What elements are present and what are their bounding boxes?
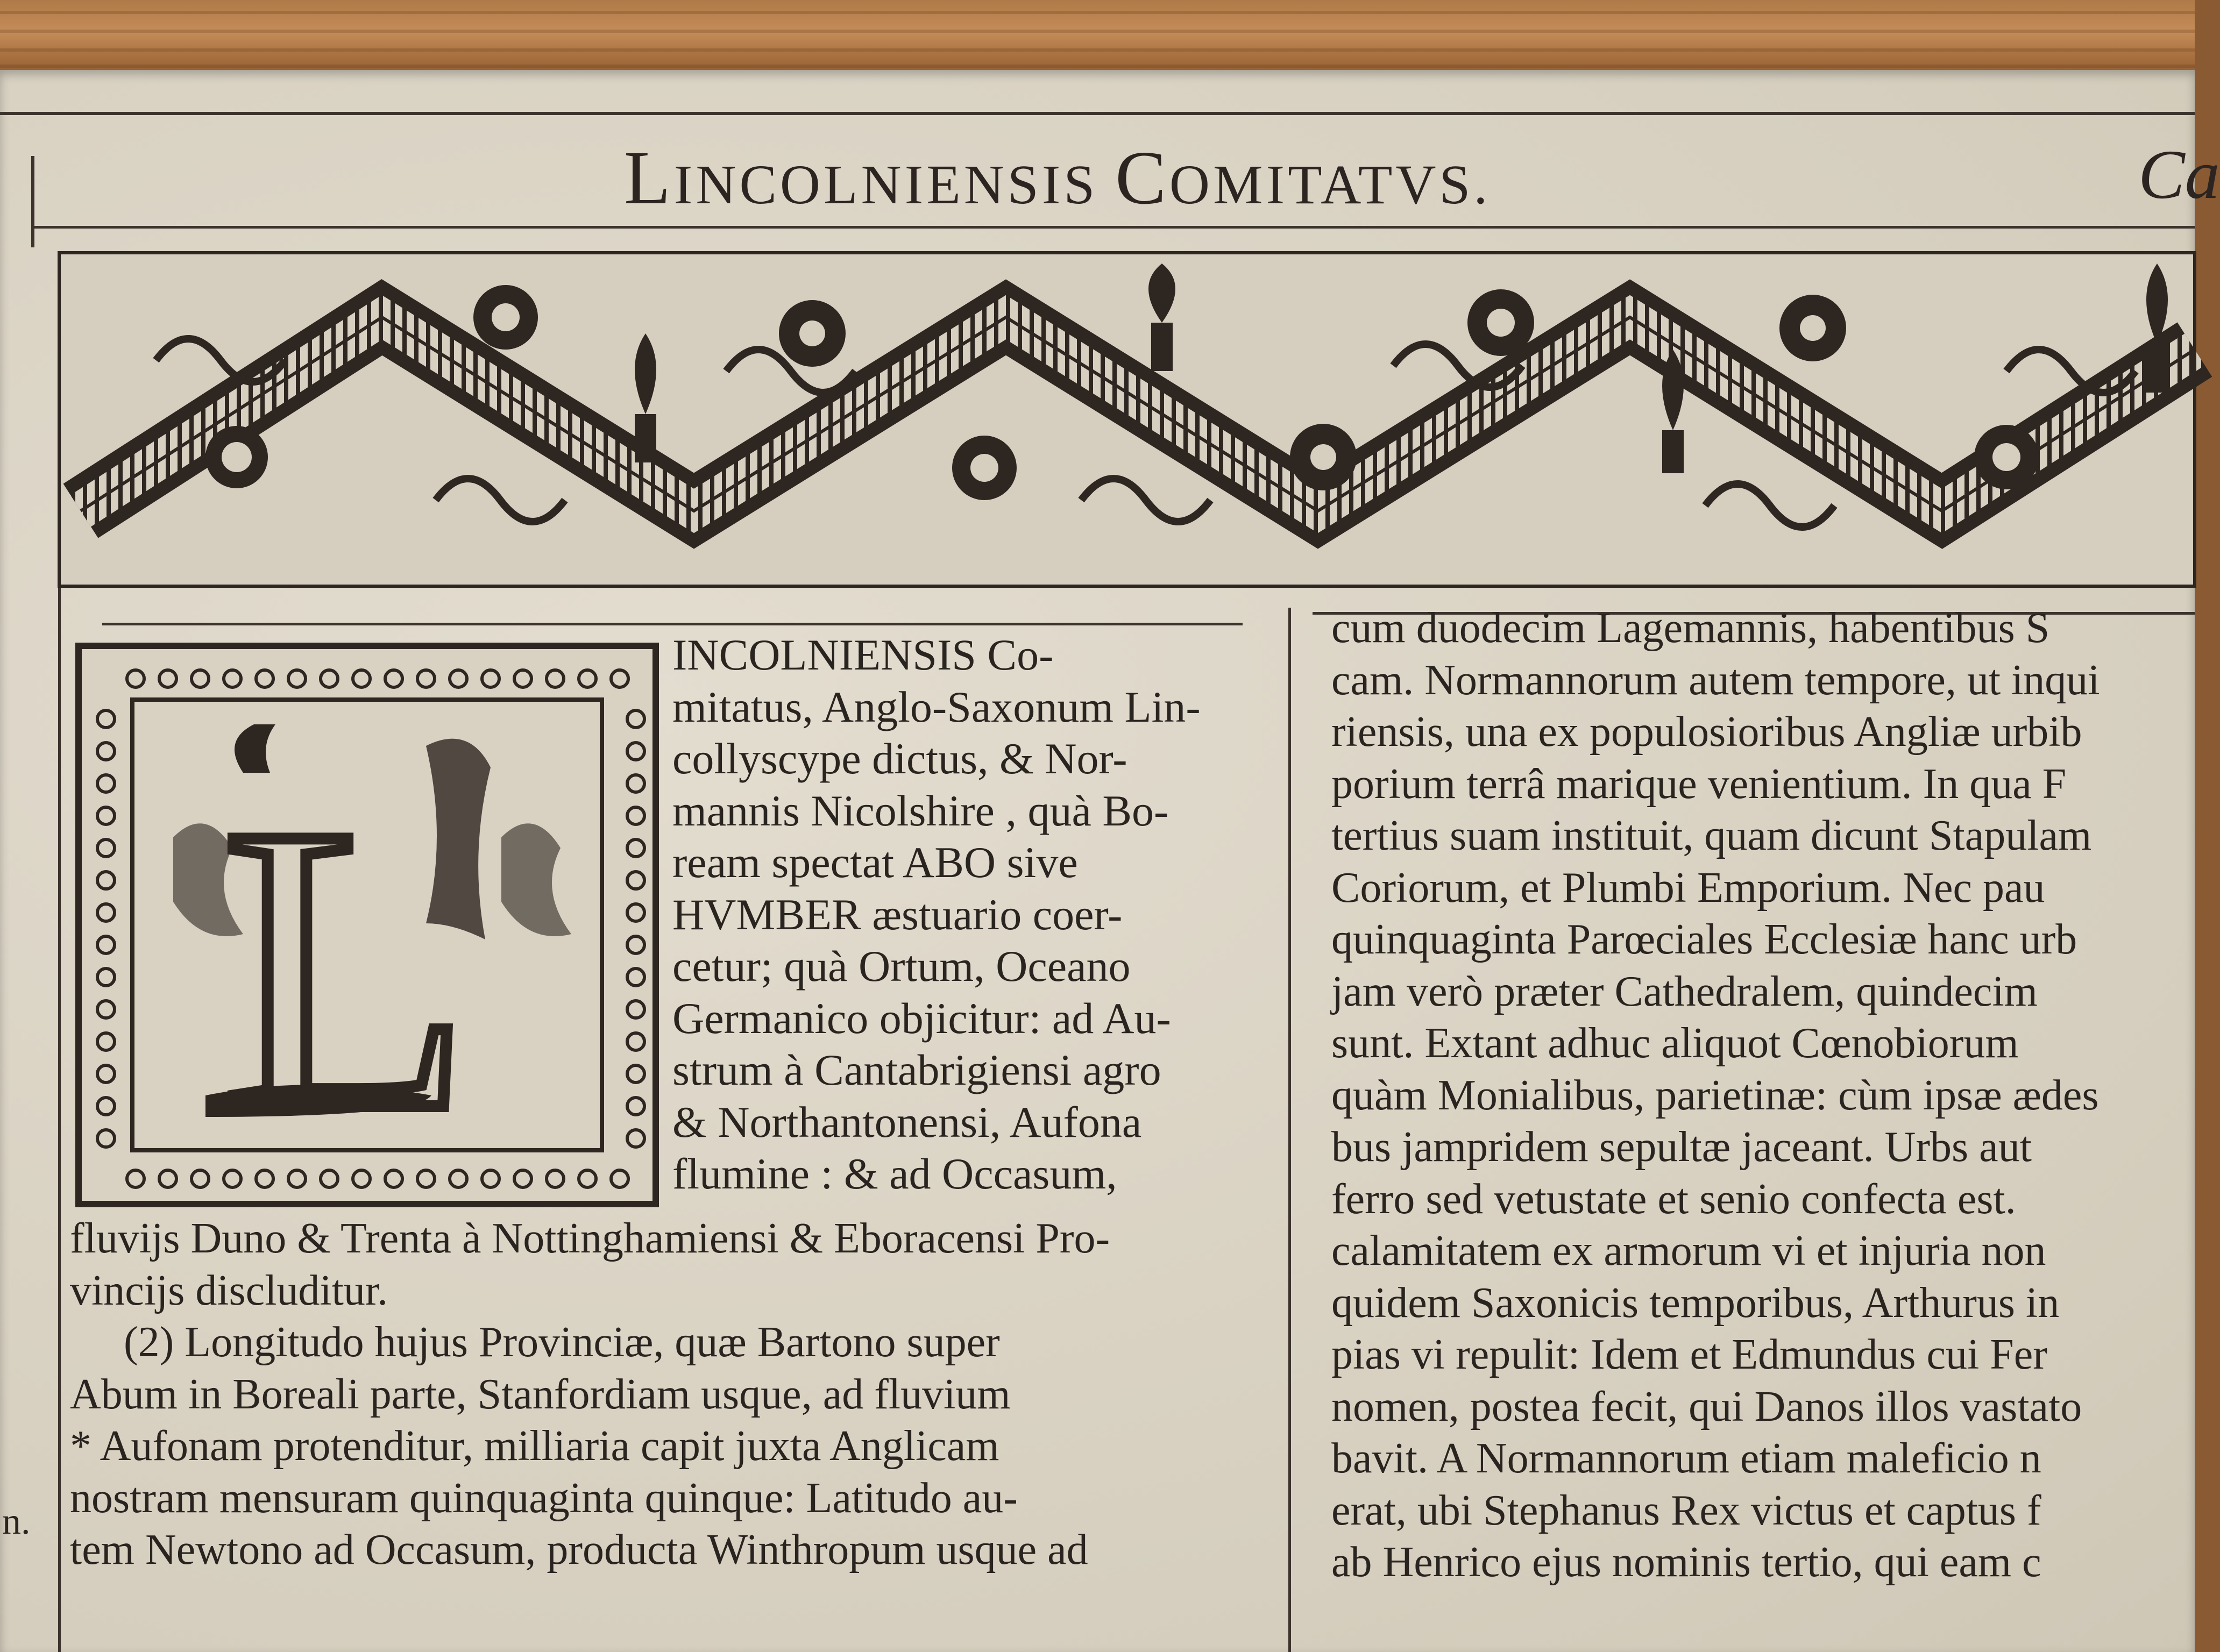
text-line: pias vi repulit: Idem et Edmundus cui Fer: [1331, 1331, 2047, 1378]
header-top-rule: [0, 112, 2195, 115]
text-line: cam. Normannorum autem tempore, ut inqui: [1331, 656, 2100, 704]
text-line: calamitatem ex armorum vi et injuria non: [1331, 1227, 2046, 1274]
text-line: bavit. A Normannorum etiam maleficio n: [1331, 1435, 2041, 1482]
text-line: ferro sed vetustate et senio confecta est.: [1331, 1175, 2016, 1223]
text-line: porium terrâ marique venientium. In qua F: [1331, 760, 2067, 808]
page-title: LINCOLNIENSIS COMITATVS.: [624, 135, 1491, 220]
text-line: strum à Cantabrigiensi agro: [672, 1045, 1161, 1094]
text-line: mitatus, Anglo-Saxonum Lin-: [672, 682, 1201, 731]
text-line: collyscype dictus, & Nor-: [672, 734, 1127, 783]
text-line: flumine : & ad Occasum,: [672, 1149, 1117, 1198]
text-line: erat, ubi Stephanus Rex victus et captus f: [1331, 1486, 2041, 1534]
ornamental-frieze: [59, 253, 2195, 586]
text-line: * Aufonam protenditur, milliaria capit juxta Anglicam: [70, 1422, 999, 1470]
text-line: quinquaginta Parœciales Ecclesiæ hanc urb: [1331, 916, 2077, 963]
text-line: tertius suam instituit, quam dicunt Stapulam: [1331, 812, 2092, 859]
text-line: fluvijs Duno & Trenta à Nottinghamiensi & Eboracensi Pro-: [70, 1215, 1110, 1262]
column-top-rule-left: [102, 623, 1243, 625]
wooden-frame: [0, 0, 2195, 81]
text-line: & Northantonensi, Aufona: [672, 1097, 1142, 1147]
header-bottom-rule: [32, 226, 2195, 229]
text-line: cetur; quà Ortum, Oceano: [672, 942, 1131, 991]
text-line: Germanico objicitur: ad Au-: [672, 993, 1171, 1043]
text-line: quàm Monialibus, parietinæ: cùm ipsæ ædes: [1331, 1071, 2099, 1119]
text-line: ream spectat ABO sive: [672, 838, 1078, 887]
header-left-rule: [31, 156, 34, 247]
text-line: vincijs discluditur.: [70, 1266, 388, 1314]
text-line: nomen, postea fecit, qui Danos illos vastato: [1331, 1383, 2082, 1430]
initial-letter: L: [222, 743, 472, 1195]
text-line: INCOLNIENSIS Co-: [672, 630, 1054, 679]
text-line: riensis, una ex populosioribus Angliæ urbib: [1331, 708, 2082, 756]
text-line: (2) Longitudo hujus Provinciæ, quæ Bartono super: [124, 1319, 1000, 1366]
left-column-full-width: [70, 1213, 1110, 1576]
decorated-initial: [75, 643, 659, 1207]
right-column: [1331, 602, 2100, 1589]
text-line: Abum in Boreali parte, Stanfordiam usque, ad fluvium: [70, 1370, 1011, 1418]
text-line: Coriorum, et Plumbi Emporium. Nec pau: [1331, 864, 2045, 912]
text-line: quidem Saxonicis temporibus, Arthurus in: [1331, 1279, 2060, 1327]
text-line: jam verò præter Cathedralem, quindecim: [1331, 967, 2038, 1015]
initial-bead-border: [82, 649, 665, 1214]
column-divider: [1288, 608, 1291, 1652]
text-line: nostram mensuram quinquaginta quinque: Latitudo au-: [70, 1474, 1018, 1522]
running-head-fragment: Ca: [2138, 136, 2220, 213]
left-column-beside-initial: [672, 629, 1201, 1200]
text-line: HVMBER æstuario coer-: [672, 889, 1123, 939]
text-line: bus jampridem sepultæ jaceant. Urbs aut: [1331, 1123, 2032, 1171]
text-line: tem Newtono ad Occasum, producta Winthropum usque ad: [70, 1526, 1088, 1573]
margin-note: n.: [2, 1501, 31, 1542]
text-line: ab Henrico ejus nominis tertio, qui eam c: [1331, 1539, 2041, 1586]
text-line: sunt. Extant adhuc aliquot Cœnobiorum: [1331, 1020, 2019, 1067]
text-line: cum duodecim Lagemannis, habentibus S: [1331, 604, 2050, 652]
text-line: mannis Nicolshire , quà Bo-: [672, 786, 1169, 835]
